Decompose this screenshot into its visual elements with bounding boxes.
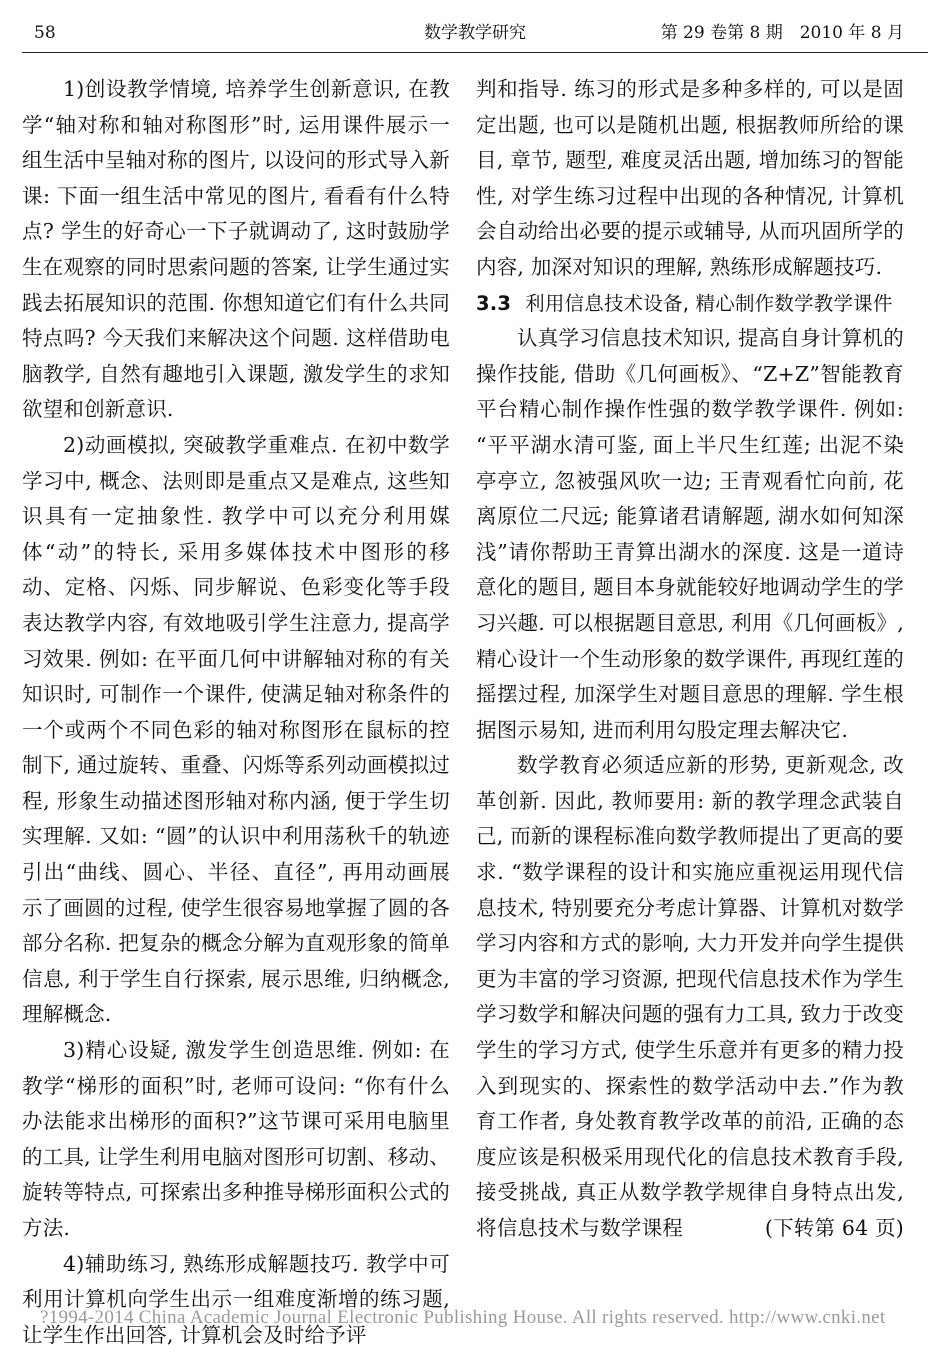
right-column <box>476 72 904 1247</box>
section-number: 3.3 <box>476 291 512 315</box>
journal-title: 数学教学研究 <box>424 23 526 43</box>
header-rule <box>22 52 928 53</box>
page-number: 58 <box>34 23 56 43</box>
left-column <box>22 72 450 1353</box>
paragraph-item-4: 4)辅助练习, 熟练形成解题技巧. 教学中可利用计算机向学生出示一组难度渐增的练习题, 让学生作出回答, 计算机会及时给予评 <box>22 1251 450 1347</box>
section-heading <box>476 286 904 322</box>
copyright-footer: ?1994-2014 China Academic Journal Electronic Publishing House. All rights reserved. http://www.cnki.net <box>40 1307 886 1328</box>
issue-info: 第 29 卷第 8 期 2010 年 8 月 <box>660 23 904 43</box>
section-paragraph-2-text: 数学教育必须适应新的形势, 更新观念, 改革创新. 因此, 教师要用: 新的教学理念武装自己, 而新的课程标准向数学教师提出了更高的要求. “数学课程的设计和实施应重视运用现代信息技术, 特别要充分考虑计算器、计算机对数学学习内容和方式的影响, 大力开发并向学生提供更为丰富的学习资源, 把现代信息技术作为学生学习数学和解决问题的强有力工具, 致力于改变学生的学习方式, 使学生乐意并有更多的精力投入到现实的、探索性的数学活动中去.”作为教育工作者, 身处教育教学改革的前沿, 正确的态度应该是积极采用现代化的信息技术教育手段, 接受挑战, 真正从数学教学规律自身特点出发, 将信息技术与数学课程 <box>476 753 904 1240</box>
section-title: 利用信息技术设备, 精心制作数学教学课件 <box>525 291 893 315</box>
section-paragraph-1: 认真学习信息技术知识, 提高自身计算机的操作技能, 借助《几何画板》、“Z+Z”智能教育平台精心制作操作性强的数学教学课件. 例如: “平平湖水清可鉴, 面上半尺生红莲; 出泥不染亭亭立, 忽被强风吹一边; 王青观看忙向前, 花离原位二尺远; 能算诸君请解题, 湖水如何知深浅”请你帮助王青算出湖水的深度. 这是一道诗意化的题目, 题目本身就能较好地调动学生的学习兴趣. 可以根据题目意思, 利用《几何画板》, 精心设计一个生动形象的数学课件, 再现红莲的摇摆过程, 加深学生对题目意思的理解. 学生根据图示易知, 进而利用勾股定理去解决它. <box>476 326 904 742</box>
continued-paragraph: 判和指导. 练习的形式是多种多样的, 可以是固定出题, 也可以是随机出题, 根据教师所给的课目, 章节, 题型, 难度灵活出题, 增加练习的智能性, 对学生练习过程中出现的各种情况, 计算机会自动给出必要的提示或辅导, 从而巩固所学的内容, 加深对知识的理解, 熟练形成解题技巧. <box>476 77 904 279</box>
paragraph-item-3: 3)精心设疑, 激发学生创造思维. 例如: 在教学“梯形的面积”时, 老师可设问: “你有什么办法能求出梯形的面积?”这节课可采用电脑里的工具, 让学生利用电脑对图形可切割、移动、旋转等特点, 可探索出多种推导梯形面积公式的方法. <box>22 1038 450 1240</box>
paragraph-item-2: 2)动画模拟, 突破教学重难点. 在初中数学学习中, 概念、法则即是重点又是难点, 这些知识具有一定抽象性. 教学中可以充分利用媒体“动”的特长, 采用多媒体技术中图形的移动、定格、闪烁、同步解说、色彩变化等手段表达教学内容, 有效地吸引学生注意力, 提高学习效果. 例如: 在平面几何中讲解轴对称的有关知识时, 可制作一个课件, 使满足轴对称条件的一个或两个不同色彩的轴对称图形在鼠标的控制下, 通过旋转、重叠、闪烁等系列动画模拟过程, 形象生动描述图形轴对称内涵, 便于学生切实理解. 又如: “圆”的认识中利用荡秋千的轨迹引出“曲线、圆心、半径、直径”, 再用动画展示了画圆的过程, 使学生很容易地掌握了圆的各部分名称. 把复杂的概念分解为直观形象的简单信息, 利于学生自行探索, 展示思维, 归纳概念, 理解概念. <box>22 432 450 1027</box>
paragraph-item-1: 1)创设教学情境, 培养学生创新意识, 在教学“轴对称和轴对称图形”时, 运用课件展示一组生活中呈轴对称的图片, 以设问的形式导入新课: 下面一组生活中常见的图片, 看看有什么特点? 学生的好奇心一下子就调动了, 这时鼓励学生在观察的同时思索问题的答案, 让学生通过实践去拓展知识的范围. 你想知道它们有什么共同特点吗? 今天我们来解决这个问题. 这样借助电脑教学, 自然有趣地引入课题, 激发学生的求知欲望和创新意识. <box>22 77 450 422</box>
section-paragraph-2 <box>476 748 904 1246</box>
page-header <box>22 18 928 48</box>
continued-on-note: (下转第 64 页) <box>764 1216 904 1240</box>
